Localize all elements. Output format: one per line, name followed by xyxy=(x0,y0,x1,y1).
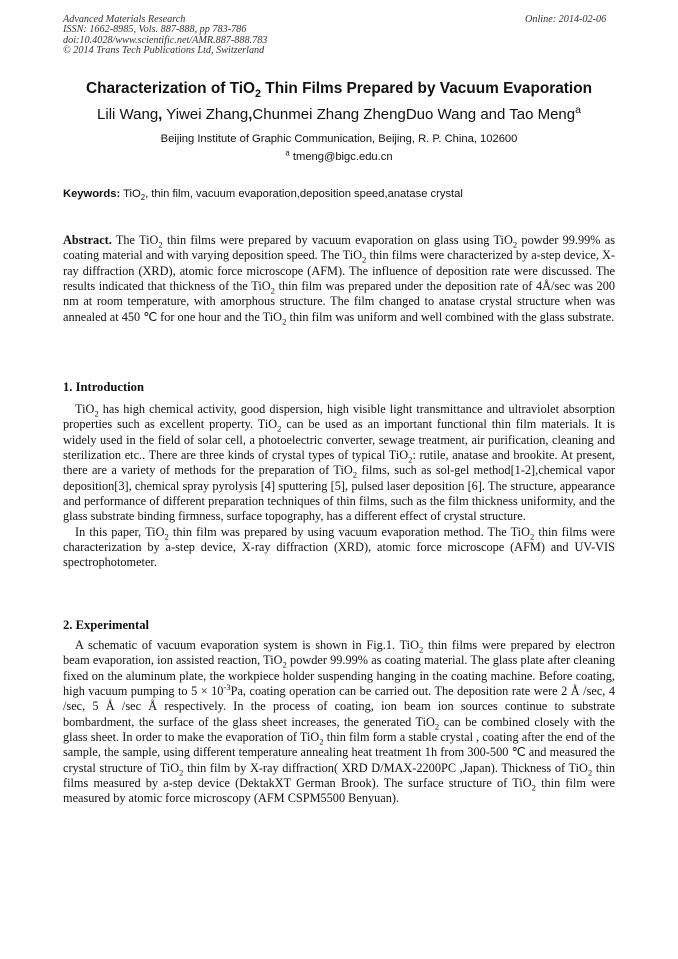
intro-paragraph-1: TiO$_2$ has high chemical activity, good dispersion, high visible light transmittance and ultraviolet absorption properties such as excellent property. TiO$_2$ can be used as an important functional thin film materials. It is widely used in the field of solar cell, a photoelectric converter, sewage treatment, air purification, cleaning and sterilization etc.. There are three kinds of crystal types of typical TiO$_2$: rutile, anatase and brookite. At present, there are a variety of methods for the preparation of TiO$_2$ films, such as sol-gel method[1-2],chemical vapor deposition[3], chemical spray pyrolysis [4] sputtering [5], pulsed laser deposition [6]. The structure, appearance and performance of different preparation techniques of thin films, such as the film thickness uniformity, and the glass substrate binding firmness, surface topography, has a different effect of crystal structure. xyxy=(63,402,615,524)
paper-title: Characterization of TiO$_2$ Thin Films Prepared by Vacuum Evaporation xyxy=(85,80,593,101)
journal-header xyxy=(63,14,607,57)
author-list: Lili Wang, Yiwei Zhang,Chunmei Zhang ZhengDuo Wang and Tao Meng$^a$ xyxy=(97,104,581,123)
keywords: Keywords: TiO$_2$, thin film, vacuum evaporation,deposition speed,anatase crystal xyxy=(63,188,463,203)
section-heading-introduction: 1. Introduction xyxy=(63,380,144,394)
section-heading-experimental: 2. Experimental xyxy=(63,618,150,632)
experimental-body xyxy=(63,638,615,807)
author-email: $^a$ tmeng@bigc.edu.cn xyxy=(285,148,393,163)
issn-line: ISSN: 1662-8985, Vols. 887-888, pp 783-786 xyxy=(63,24,247,36)
intro-paragraph-2: In this paper, TiO$_2$ thin film was prepared by using vacuum evaporation method. The TiO$_2$ thin films were characterization by a-step device, X-ray diffraction (XRD), atomic force microscope (AFM) and UV-VIS spectrophotometer. xyxy=(63,524,615,570)
doi-line: doi:10.4028/www.scientific.net/AMR.887-888.783 xyxy=(63,34,268,46)
online-date: Online: 2014-02-06 xyxy=(525,14,607,25)
abstract: Abstract. The TiO$_2$ thin films were prepared by vacuum evaporation on glass using TiO$_2$ powder 99.99% as coating material and with varying deposition speed. The TiO$_2$ thin films were characterized by a-step device, X-ray diffraction (XRD), atomic force microscope (AFM). The influence of deposition rate were discussed. The results indicated that thickness of the TiO$_2$ thin film was prepared under the deposition rate of 4Å/sec was 200 nm at room temperature, with amorphous structure. The film changed to anatase crystal structure when was annealed at 450 ℃ for one hour and the TiO$_2$ thin film was uniform and well combined with the glass substrate. xyxy=(63,233,616,327)
journal-name: Advanced Materials Research xyxy=(63,14,186,25)
introduction-body xyxy=(63,402,615,571)
affiliation: Beijing Institute of Graphic Communication, Beijing, R. P. China, 102600 xyxy=(160,133,518,145)
experimental-paragraph: A schematic of vacuum evaporation system is shown in Fig.1. TiO$_2$ thin films were prepared by electron beam evaporation, ion assisted reaction, TiO$_2$ powder 99.99% as coating material. The glass plate after cleaning fixed on the aluminum plate, the workpiece holder suspending hanging in the coating machine. Before coating, high vacuum pumping to $5 \times 10^{-3}Pa$, coating operation can be carried out. The deposition rate were 2 Å /sec, 4 /sec, 5 Å /sec Å respectively. In the process of coating, ion beam ion sources continue to substrate bombardment, the surface of the glass sheet increases, the generated TiO$_2$ can be combined closely with the glass sheet. In order to make the evaporation of TiO$_2$ thin film form a stable crystal , coating after the end of the sample, the sample, using different temperature annealing heat treatment 1h from 300-500 ℃ and measured the crystal structure of TiO$_2$ thin film by X-ray diffraction( XRD D/MAX-2200PC ,Japan). Thickness of TiO$_2$ thin films measured by a-step device (DektakXT German Brook). The surface structure of TiO$_2$ thin film were measured by atomic force microscopy (AFM CSPM5500 Benyuan). xyxy=(63,638,616,806)
abstract-label: Abstract. xyxy=(63,233,112,247)
keywords-label: Keywords: xyxy=(63,188,121,200)
copyright-line: © 2014 Trans Tech Publications Ltd, Switzerland xyxy=(63,45,265,57)
